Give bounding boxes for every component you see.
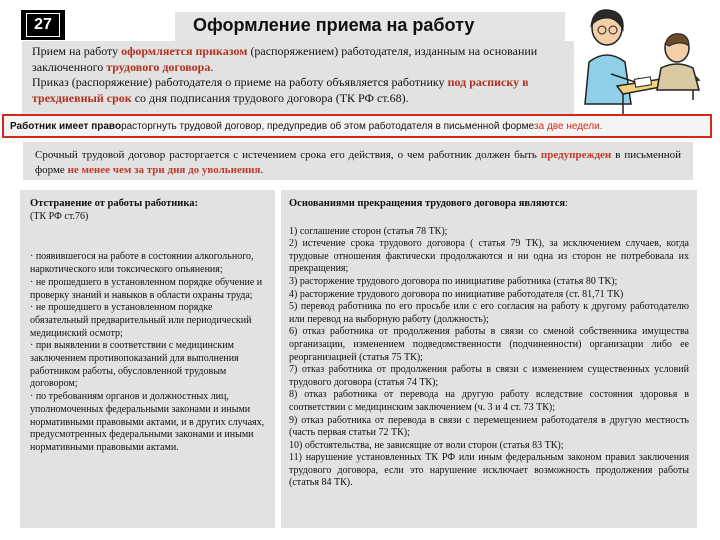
termination-item: 3) расторжение трудового договора по инициативе работника (статья 80 ТК);	[289, 275, 618, 287]
fixed-term-contract-note: Срочный трудовой договор расторгается с истечением срока его действия, о чем работник должен быть предупрежден в письменной форме не менее чем за три дня до увольнения.	[23, 142, 693, 180]
termination-item: 5) перевод работника по его просьбе или с его согласия на работу к другому работодателю или перевод на выборную работу (должность);	[289, 301, 689, 325]
termination-item: 11) нарушение установленных ТК РФ или иным федеральным законом правил заключения трудового договора, если это нарушение исключает возможность продолжения работы (статья 84 ТК).	[289, 452, 689, 489]
suspension-item: · появившегося на работе в состоянии алкогольного, наркотического или токсического опьянения;	[30, 251, 254, 276]
intro-panel	[22, 41, 574, 114]
termination-panel	[281, 190, 697, 528]
intro-paragraph-2: Приказ (распоряжение) работодателя о приеме на работу объявляется работнику под расписку в трехдневный срок со дня подписания трудового договора (ТК РФ ст.68).	[32, 75, 529, 105]
interview-illustration-icon	[565, 4, 705, 114]
suspension-panel	[20, 190, 275, 528]
termination-item: 6) отказ работника от продолжения работы в связи со сменой собственника имущества организации, изменением подведомственности (подчиненности) организации либо ее реорганизацией (статья 75 ТК);	[289, 326, 689, 363]
termination-item: 8) отказ работника от перевода на другую работу вследствие состояния здоровья в соответствии с медицинским заключением (ч. 3 и 4 ст. 73 ТК);	[289, 389, 689, 413]
suspension-item: · не прошедшего в установленном порядке обязательный предварительный или периодический медицинский осмотр;	[30, 302, 252, 339]
employee-right-notice: Работник имеет право расторгнуть трудовой договор, предупредив об этом работодателя в письменной форме за две недели.	[2, 114, 712, 138]
termination-item: 4) расторжение трудового договора по инициативе работодателя (ст. 81,71 ТК)	[289, 288, 624, 300]
termination-item: 10) обстоятельства, не зависящие от воли сторон (статья 83 ТК);	[289, 439, 564, 451]
termination-item: 2) истечение срока трудового договора ( статья 79 ТК), за исключением случаев, когда трудовые отношения фактически продолжаются и ни одна из сторон не потребовала их прекращения;	[289, 238, 689, 275]
suspension-item: · при выявлении в соответствии с медицинским заключением противопоказаний для выполнения работником работы, обусловленной трудовым договором;	[30, 340, 239, 390]
termination-heading: Основаниями прекращения трудового договора являются:	[289, 198, 568, 209]
suspension-item: · не прошедшего в установленном порядке обучение и проверку знаний и навыков в области охраны труда;	[30, 276, 263, 301]
termination-item: 7) отказ работника от продолжения работы в связи с изменением существенных условий трудового договора (статья 74 ТК);	[289, 364, 689, 388]
termination-item: 1) соглашение сторон (статья 78 ТК);	[289, 225, 448, 237]
slide-number: 27	[21, 10, 65, 40]
suspension-heading: Отстранение от работы работника:	[30, 198, 198, 209]
termination-item: 9) отказ работника от перевода в связи с перемещением работодателя в другую местность (часть первая статьи 72 ТК);	[289, 414, 689, 439]
suspension-subheading: (ТК РФ ст.76)	[30, 210, 89, 222]
intro-paragraph-1: Прием на работу оформляется приказом (распоряжением) работодателя, изданным на основании заключенного трудового договора.	[32, 44, 538, 74]
page-title: Оформление приема на работу	[193, 15, 475, 35]
suspension-item: · по требованиям органов и должностных лиц, уполномоченных федеральными законами и иными нормативными правовыми актами, и в других случаях, предусмотренных федеральными законами и иными нормативными правовыми актами.	[30, 391, 265, 453]
